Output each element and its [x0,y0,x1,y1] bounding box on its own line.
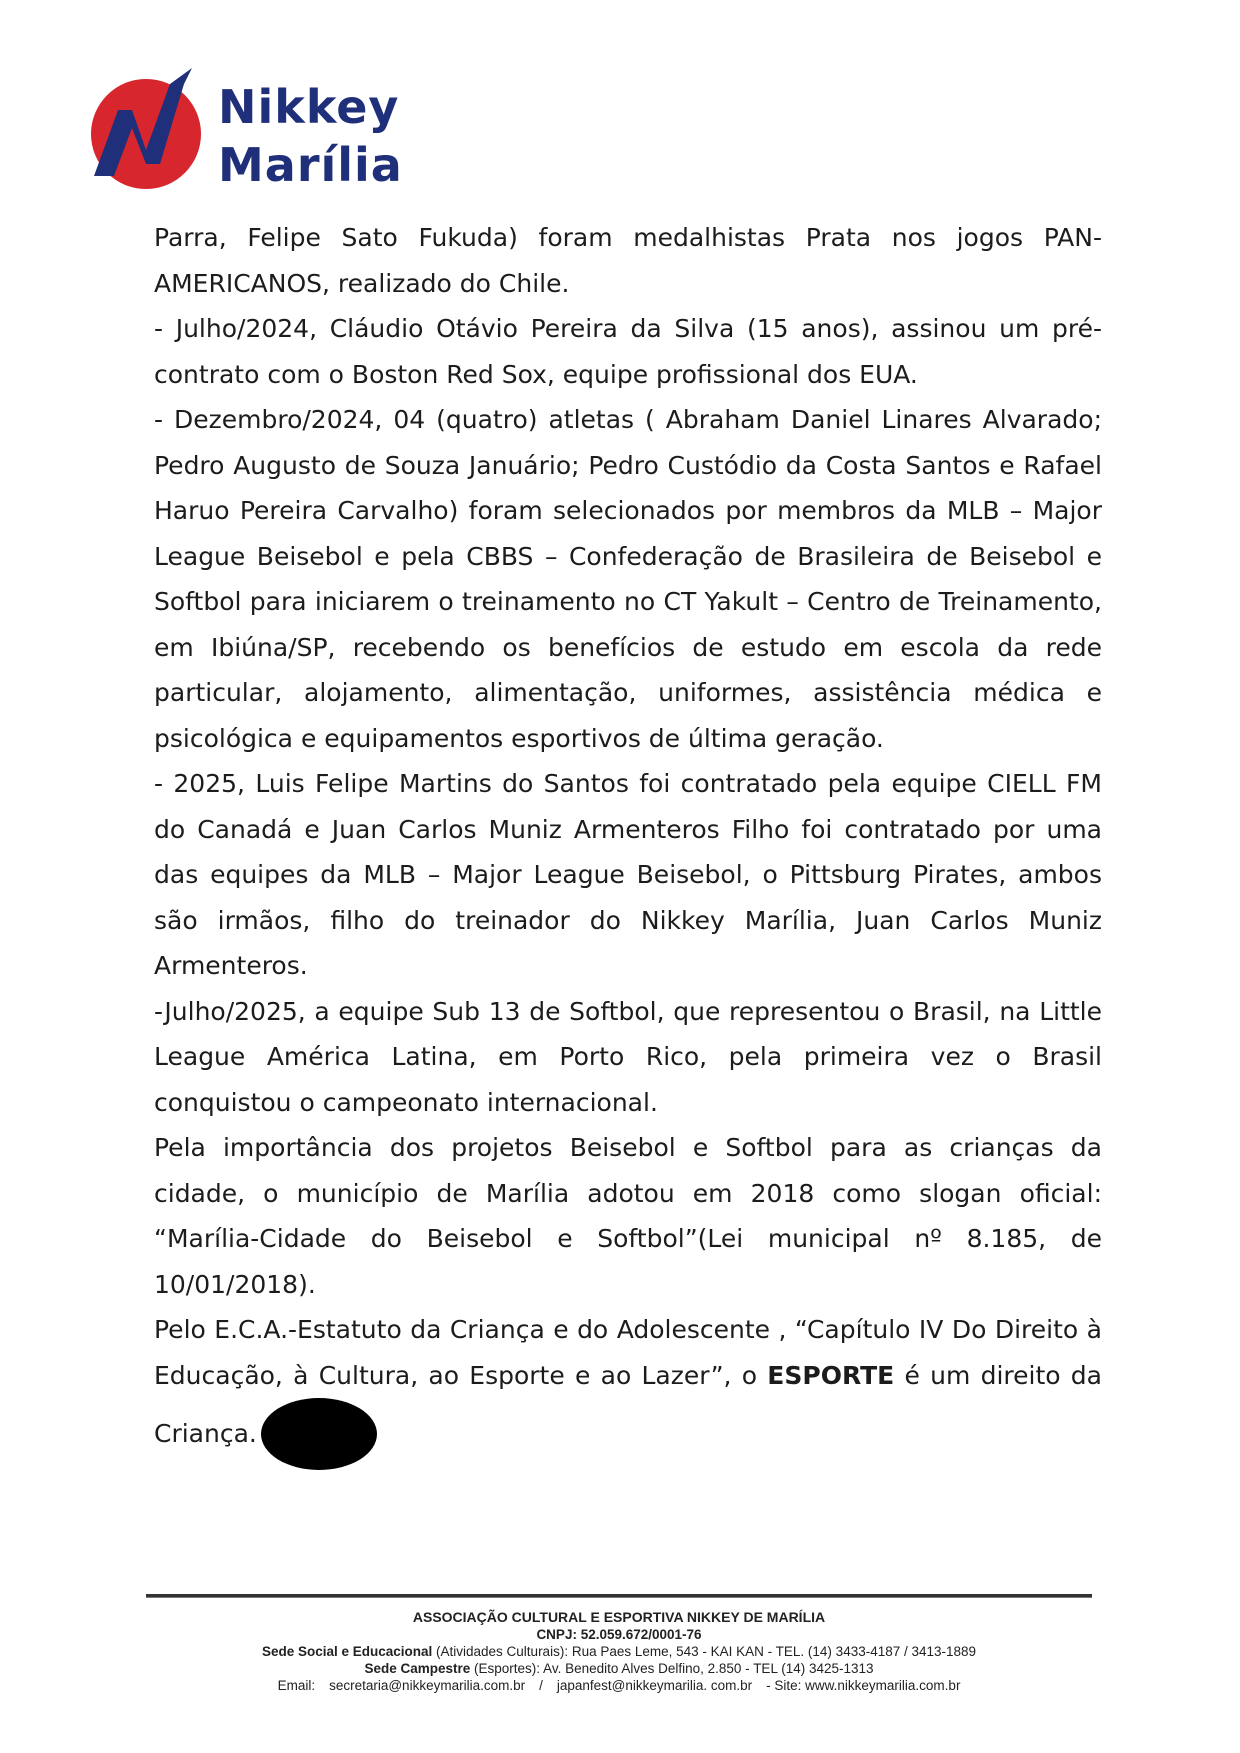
paragraph-panamericanos: Parra, Felipe Sato Fukuda) foram medalhistas Prata nos jogos PAN-AMERICANOS, realizado do Chile. [154,223,1102,298]
paragraph-dezembro-2024: - Dezembro/2024, 04 (quatro) atletas ( Abraham Daniel Linares Alvarado; Pedro Augusto de Souza Januário; Pedro Custódio da Costa Santos e Rafael Haruo Pereira Carvalho) foram selecionados por membros da MLB – Major League Beisebol e pela CBBS – Confederação de Brasileira de Beisebol e Softbol para iniciarem o treinamento no CT Yakult – Centro de Treinamento, em Ibiúna/SP, recebendo os benefícios de estudo em escola da rede particular, alojamento, alimentação, uniformes, assistência médica e psicológica e equipamentos esportivos de última geração. [154,405,1102,753]
paragraph-2025: - 2025, Luis Felipe Martins do Santos foi contratado pela equipe CIELL FM do Canadá e Juan Carlos Muniz Armenteros Filho foi contratado por uma das equipes da MLB – Major League Beisebol, o Pittsburg Pirates, ambos são irmãos, filho do treinador do Nikkey Marília, Juan Carlos Muniz Armenteros. [154,769,1102,980]
footer-contact [146,1677,1092,1694]
nikkey-logo-icon [88,64,218,204]
sede-campestre-label: Sede Campestre [364,1661,471,1676]
footer-divider [146,1594,1092,1598]
letterhead-footer [146,1594,1092,1694]
footer-site: - Site: www.nikkeymarilia.com.br [766,1678,961,1693]
footer-sede-campestre [146,1660,1092,1677]
email-label: Email: [277,1678,316,1693]
paragraph-eca [154,1307,1102,1470]
eca-text-end: é um direito da Criança. [154,1360,1102,1448]
email-japanfest: japanfest@nikkeymarilia. com.br [556,1678,753,1693]
eca-text: Pelo E.C.A.-Estatuto da Criança e do Adolescente , “Capítulo IV Do Direito à Educação, à Cultura, ao Esporte e ao Lazer”, o [154,1315,1102,1390]
logo-word-marilia: Marília [218,138,403,192]
email-separator: / [539,1678,543,1693]
paragraph-julho-2025: -Julho/2025, a equipe Sub 13 de Softbol, que representou o Brasil, na Little League América Latina, em Porto Rico, pela primeira vez o Brasil conquistou o campeonato internacional. [154,996,1102,1117]
paragraph-julho-2024: - Julho/2024, Cláudio Otávio Pereira da Silva (15 anos), assinou um pré-contrato com o Boston Red Sox, equipe profissional dos EUA. [154,314,1102,389]
footer-association: ASSOCIAÇÃO CULTURAL E ESPORTIVA NIKKEY DE MARÍLIA [412,1609,826,1625]
paragraph-slogan: Pela importância dos projetos Beisebol e Softbol para as crianças da cidade, o município de Marília adotou em 2018 como slogan oficial: “Marília-Cidade do Beisebol e Softbol”(Lei municipal nº 8.185, de 10/01/2018). [154,1133,1102,1299]
sede-social-text: (Atividades Culturais): Rua Paes Leme, 543 - KAI KAN - TEL. (14) 3433-4187 / 3413-1889 [432,1644,977,1659]
sede-social-label: Sede Social e Educacional [261,1644,433,1659]
footer-cnpj: CNPJ: 52.059.672/0001-76 [536,1627,702,1642]
email-secretaria: secretaria@nikkeymarilia.com.br [329,1678,526,1693]
footer-sede-social [146,1643,1092,1660]
nikkey-marilia-logo [88,64,418,204]
sede-campestre-text: (Esportes): Av. Benedito Alves Delfino, 2.850 - TEL (14) 3425-1313 [470,1661,874,1676]
redaction-mark [261,1398,377,1470]
letter-body [154,215,1102,1470]
logo-word-nikkey: Nikkey [218,80,400,134]
esporte-bold: ESPORTE [767,1360,895,1390]
